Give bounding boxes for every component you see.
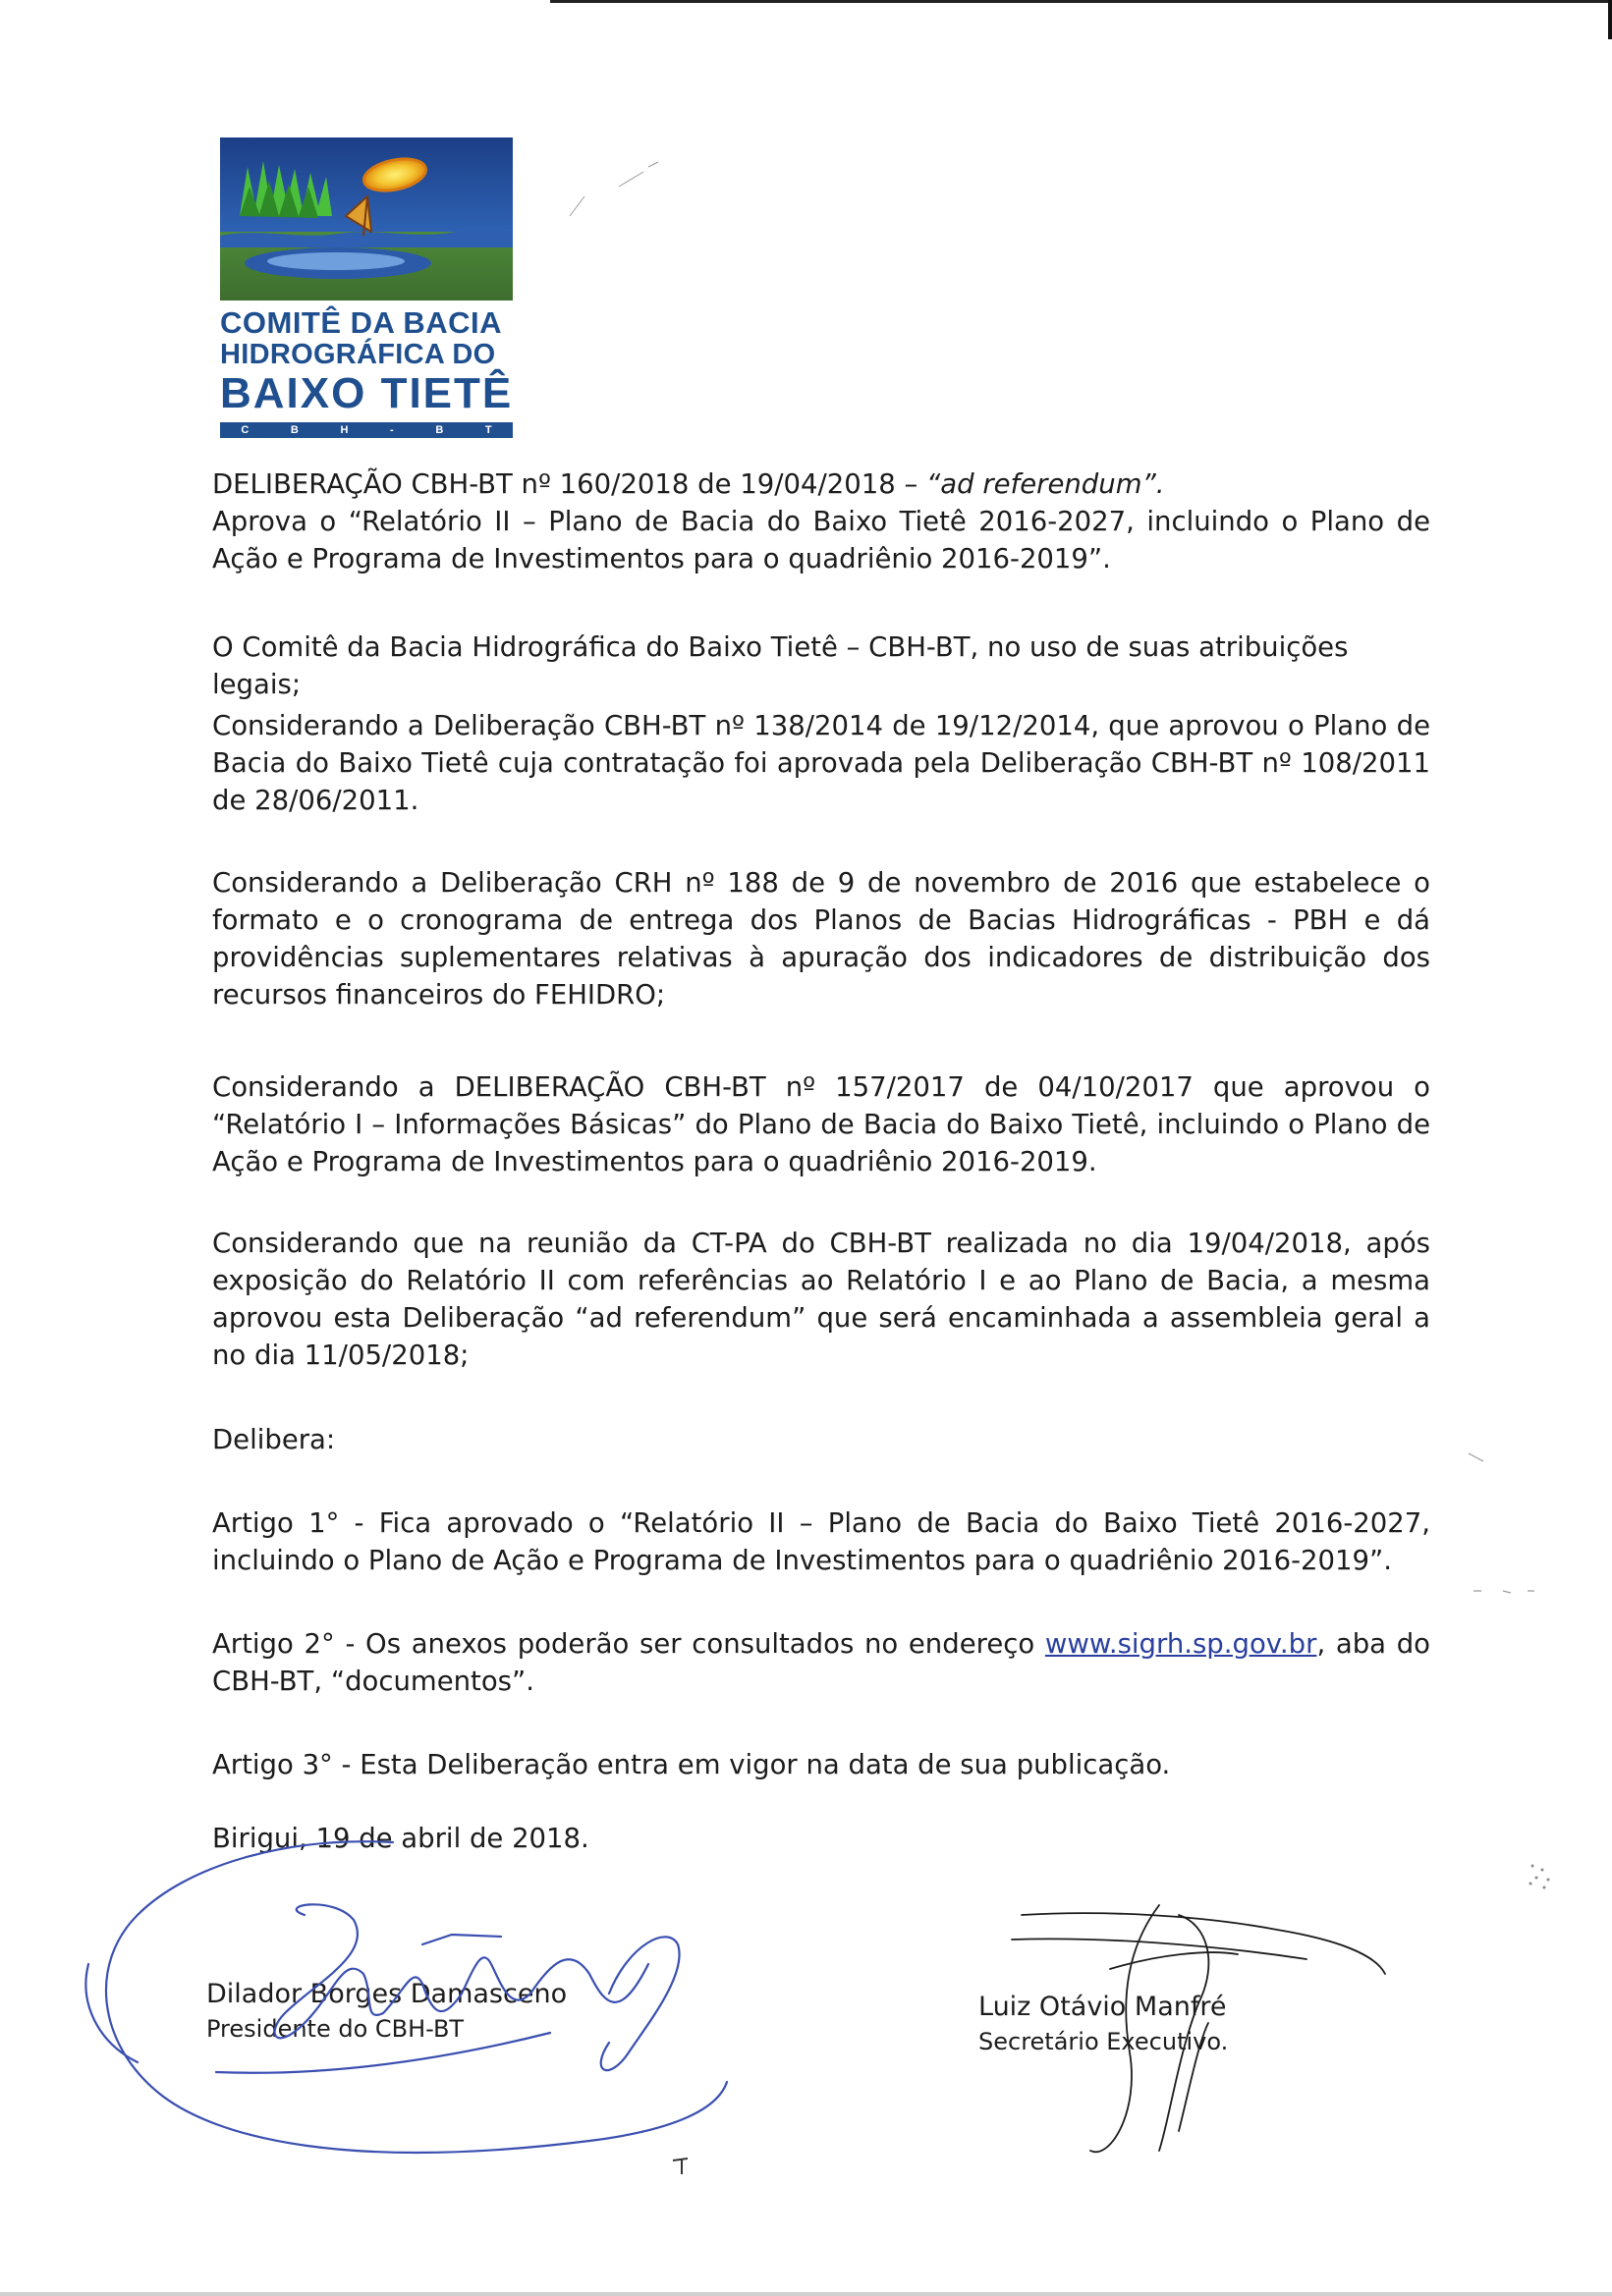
deliberation-title-text: DELIBERAÇÃO CBH-BT nº 160/2018 de 19/04/2018 – — [212, 468, 927, 500]
president-signature-icon — [39, 1827, 766, 2190]
scan-corner-mark — [1608, 0, 1612, 39]
ad-referendum-text: “ad referendum”. — [926, 468, 1165, 500]
artigo-1: Artigo 1° - Fica aprovado o “Relatório II – Plano de Bacia do Baixo Tietê 2016-2027, incluindo o Plano de Ação e Programa de Investimentos para o quadriênio 2016-2019”. — [212, 1507, 1430, 1576]
signatory-name: Dilador Borges Damasceno — [206, 1979, 568, 2009]
scan-artifact-icon — [1523, 1856, 1562, 1895]
intro-paragraph: O Comitê da Bacia Hidrográfica do Baixo Tietê – CBH-BT, no uso de suas atribuições legais; — [212, 631, 1349, 700]
delibera-heading: Delibera: — [212, 1424, 336, 1455]
considerando-paragraph-1: Considerando a Deliberação CBH-BT nº 138/2014 de 19/12/2014, que aprovou o Plano de Bacia do Baixo Tietê cuja contratação foi aprovada pela Deliberação CBH-BT nº 108/2011 de 28/06/2011. — [212, 710, 1430, 816]
signatory-role: Secretário Executivo. — [978, 2028, 1229, 2055]
deliberation-subtitle: Aprova o “Relatório II – Plano de Bacia do Baixo Tietê 2016-2027, incluindo o Plano de Ação e Programa de Investimentos para o quadriênio 2016-2019”. — [212, 506, 1430, 574]
logo-bar-letter: - — [390, 423, 394, 436]
deliberation-title — [212, 465, 1430, 503]
scan-top-border — [550, 0, 1612, 3]
artigo-2-text: Artigo 2° - Os anexos poderão ser consultados no endereço — [212, 1628, 1045, 1660]
logo-bar-letter: H — [340, 423, 349, 436]
sigrh-link[interactable]: www.sigrh.sp.gov.br — [1044, 1628, 1317, 1660]
signatory-role: Presidente do CBH-BT — [206, 2015, 465, 2043]
scan-artifact-icon — [1464, 1444, 1552, 1640]
deliberation-title-block — [212, 465, 1430, 577]
scan-bottom-border — [0, 2292, 1612, 2296]
scan-artifact-icon — [550, 157, 668, 236]
logo-text-line1: COMITÊ DA BACIA — [220, 305, 503, 340]
considerando-paragraph-3: Considerando a DELIBERAÇÃO CBH-BT nº 157/2017 de 04/10/2017 que aprovou o “Relatório I – Informações Básicas” do Plano de Bacia do Baixo Tietê, incluindo o Plano de Ação e Programa de Investimentos para o quadriênio 2016-2019. — [212, 1071, 1430, 1177]
logo-acronym-bar — [220, 422, 513, 438]
logo-text-line3: BAIXO TIETÊ — [220, 369, 514, 417]
scan-artifact-icon — [668, 2151, 707, 2180]
logo-bar-letter: T — [484, 423, 492, 436]
artigo-2-text-end: , aba do CBH-BT, “documentos”. — [212, 1628, 1430, 1697]
logo-bar-letter: C — [241, 423, 250, 436]
logo-landscape-icon — [220, 137, 513, 301]
logo-text-line2: HIDROGRÁFICA DO — [220, 339, 496, 370]
secretary-signature-icon — [982, 1886, 1405, 2180]
considerando-paragraph-2: Considerando a Deliberação CRH nº 188 de 9 de novembro de 2016 que estabelece o formato e o cronograma de entrega dos Planos de Bacias Hidrográficas - PBH e dá providências suplementares relativas à apuração dos indicadores de distribuição dos recursos financeiros do FEHIDRO; — [212, 867, 1430, 1011]
cbh-bt-logo — [220, 137, 513, 438]
signatory-name: Luiz Otávio Manfré — [978, 1992, 1227, 2022]
logo-bar-letter: B — [290, 423, 299, 436]
logo-bar-letter: B — [435, 423, 444, 436]
artigo-3: Artigo 3° - Esta Deliberação entra em vigor na data de sua publicação. — [212, 1749, 1171, 1780]
artigo-2 — [212, 1625, 1430, 1700]
considerando-paragraph-4: Considerando que na reunião da CT-PA do CBH-BT realizada no dia 19/04/2018, após exposição do Relatório II com referências ao Relatório I e ao Plano de Bacia, a mesma aprovou esta Deliberação “ad referendum” que será encaminhada a assembleia geral a no dia 11/05/2018; — [212, 1228, 1430, 1371]
place-date: Birigui, 19 de abril de 2018. — [212, 1823, 589, 1854]
